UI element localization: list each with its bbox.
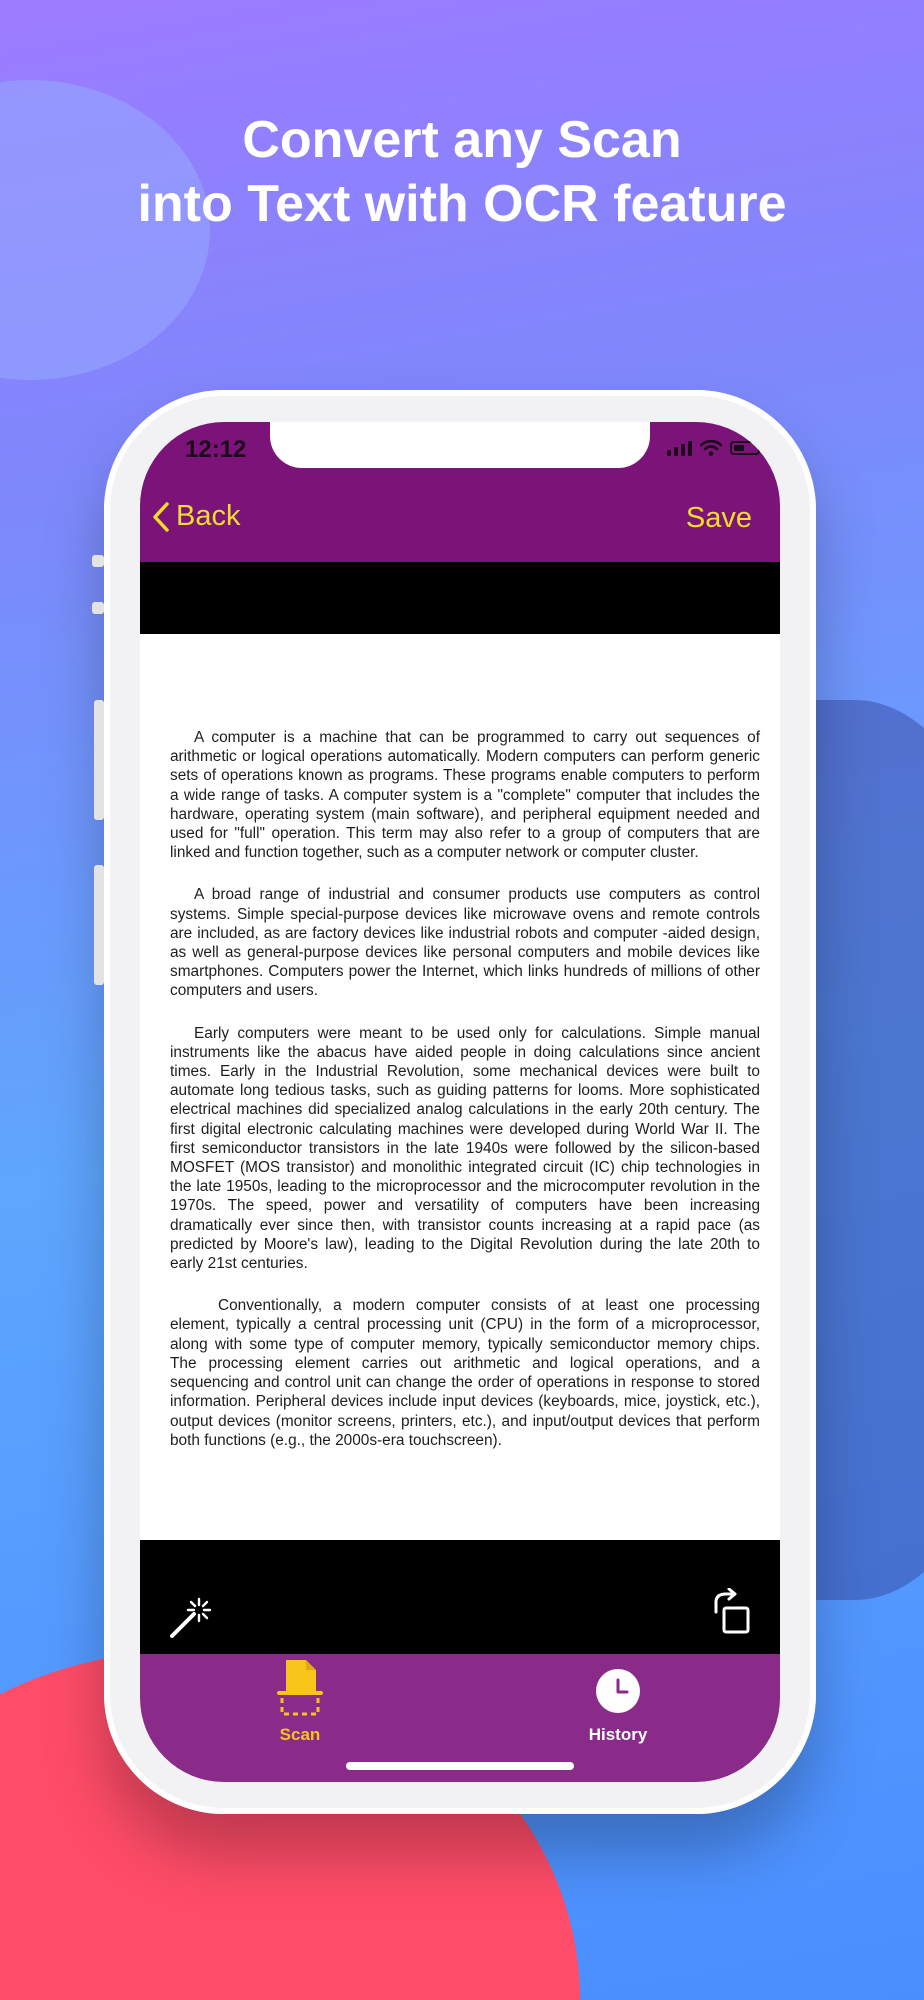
document-paragraph: A broad range of industrial and consumer products use computers as control systems. Simple special-purpose devices like microwave ovens and remote controls are included, as are factory devices like industrial robots and computer -aided design, as well as general-purpose devices like personal computers and mobile devices like smartphones. Computers power the Internet, which links hundreds of millions of other computers and users. xyxy=(170,886,760,1000)
save-button[interactable]: Save xyxy=(685,502,752,534)
status-time: 12:12 xyxy=(185,436,247,463)
document-paragraph: A computer is a machine that can be programmed to carry out sequences of arithmetic or logical operations automatically. Modern computers can perform generic sets of operations known as programs. These programs enable computers to perform a wide range of tasks. A computer system is a "complete" computer that includes the hardware, operating system (main software), and peripheral equipment needed and used for "full" operation. This term may also refer to a group of computers that are linked and function together, such as a computer network or computer cluster. xyxy=(170,729,760,862)
edit-toolbar xyxy=(140,1540,780,1654)
status-icons xyxy=(667,440,760,456)
volume-up-button xyxy=(94,700,104,820)
document-paragraph: Conventionally, a modern computer consists of at least one processing element, typically a central processing unit (CPU) in the form of a microprocessor, along with some type of computer memory, typically semiconductor memory chips. The processing element carries out arithmetic and logical operations, and a sequencing and control unit can change the order of operations in response to stored information. Peripheral devices include input devices (keyboards, mice, joystick, etc.), output devices (monitor screens, printers, etc.), and input/output devices that perform both functions (e.g., the 2000s-era touchscreen). xyxy=(170,1297,760,1449)
phone-side-button xyxy=(92,555,104,567)
volume-down-button xyxy=(94,865,104,985)
back-button[interactable] xyxy=(152,500,240,533)
phone-notch xyxy=(270,422,650,468)
navigation-bar xyxy=(140,422,780,562)
clock-icon xyxy=(592,1658,644,1718)
cellular-signal-icon xyxy=(667,440,692,456)
tab-scan[interactable] xyxy=(220,1658,380,1745)
phone-screen xyxy=(140,422,780,1782)
back-button-label: Back xyxy=(176,500,241,532)
promo-headline-line1: Convert any Scan xyxy=(242,111,682,169)
promo-headline-line2: into Text with OCR feature xyxy=(137,175,787,233)
document-top-bar xyxy=(140,562,780,634)
magic-wand-icon[interactable] xyxy=(168,1596,212,1640)
document-paragraph: Early computers were meant to be used only for calculations. Simple manual instruments like the abacus have aided people in doing calculations since ancient times. Early in the Industrial Revolution, some mechanical devices were built to automate long tedious tasks, such as guiding patterns for looms. More sophisticated electrical machines did specialized analog calculations in the early 20th century. The first digital electronic calculating machines were developed during World War II. The first semiconductor transistors in the late 1940s were followed by the silicon-based MOSFET (MOS transistor) and monolithic integrated circuit (IC) chip technologies in the late 1950s, leading to the microprocessor and the microcomputer revolution in the 1970s. The speed, power and versatility of computers have been increasing dramatically ever since then, with transistor counts increasing at a rapid pace (as predicted by Moore's law), leading to the Digital Revolution during the late 20th to early 21st centuries. xyxy=(170,1024,760,1273)
tab-scan-label: Scan xyxy=(279,1725,321,1744)
scan-document-icon xyxy=(274,1658,326,1718)
home-indicator xyxy=(346,1762,574,1770)
rotate-icon[interactable] xyxy=(712,1588,752,1636)
phone-frame xyxy=(104,390,816,1814)
battery-icon xyxy=(730,441,760,455)
wifi-icon xyxy=(700,440,722,456)
phone-side-button xyxy=(92,602,104,614)
scanned-document xyxy=(140,634,780,1540)
tab-history-label: History xyxy=(588,1725,648,1744)
tab-history[interactable] xyxy=(538,1658,698,1745)
chevron-left-icon xyxy=(152,501,170,533)
